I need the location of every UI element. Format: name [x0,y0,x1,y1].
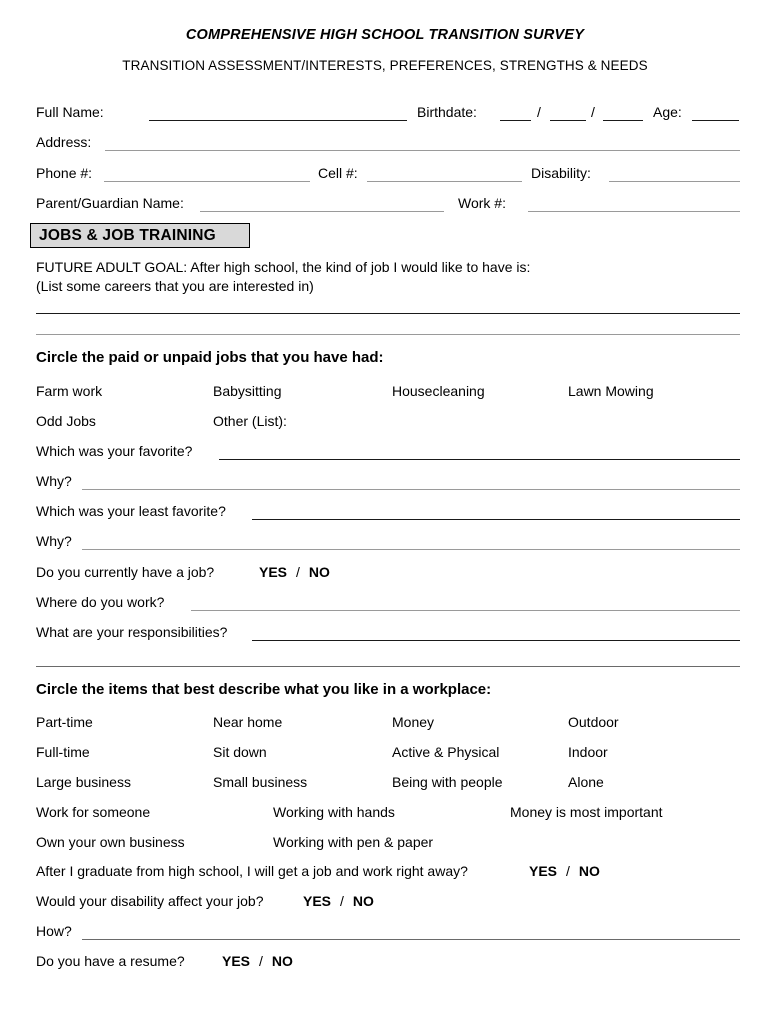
job-right-away-yes-option[interactable]: YES [529,863,558,879]
phone-rule[interactable] [104,181,310,182]
current-job-label: Do you currently have a job? [36,564,215,580]
workplace-option-working-with-hands[interactable]: Working with hands [273,804,395,820]
workplace-option-near-home[interactable]: Near home [213,714,283,730]
job-right-away-no-option[interactable]: NO [578,863,600,879]
disability-affect-no-option[interactable]: NO [352,893,374,909]
job-option-odd-jobs[interactable]: Odd Jobs [36,413,96,429]
disability-how-rule[interactable] [82,939,740,940]
work-phone-rule[interactable] [528,211,740,212]
current-job-yes-option[interactable]: YES [259,564,288,580]
where-work-rule[interactable] [191,610,740,611]
job-option-babysitting[interactable]: Babysitting [213,383,282,399]
least-favorite-why-rule[interactable] [82,549,740,550]
current-job-no-option[interactable]: NO [308,564,330,580]
birthdate-label: Birthdate: [417,104,477,120]
resume-yes-option[interactable]: YES [222,953,251,969]
workplace-option-work-for-someone[interactable]: Work for someone [36,804,151,820]
birthdate-year-rule[interactable] [603,120,643,121]
workplace-option-money[interactable]: Money [392,714,435,730]
workplace-option-own-your-own-business[interactable]: Own your own business [36,834,185,850]
birthdate-separator-1: / [537,104,541,120]
disability-how-label: How? [36,923,72,939]
job-option-other-label[interactable]: Other (List): [213,413,287,429]
workplace-option-full-time[interactable]: Full-time [36,744,90,760]
job-option-farm-work[interactable]: Farm work [36,383,103,399]
workplace-option-large-business[interactable]: Large business [36,774,131,790]
workplace-option-outdoor[interactable]: Outdoor [568,714,619,730]
current-job-separator: / [296,564,300,580]
favorite-job-rule[interactable] [219,459,740,460]
workplace-option-alone[interactable]: Alone [568,774,604,790]
job-option-lawn-mowing[interactable]: Lawn Mowing [568,383,654,399]
responsibilities-rule[interactable] [252,640,740,641]
workplace-option-active-physical[interactable]: Active & Physical [392,744,500,760]
resume-no-option[interactable]: NO [271,953,293,969]
job-right-away-label: After I graduate from high school, I will get a job and work right away? [36,863,468,879]
phone-label: Phone #: [36,165,93,181]
age-rule[interactable] [692,120,739,121]
future-goal-line-2: (List some careers that you are interested in) [36,278,314,294]
birthdate-day-rule[interactable] [550,120,586,121]
disability-affect-label: Would your disability affect your job? [36,893,264,909]
section-header-label: JOBS & JOB TRAINING [39,226,216,244]
cell-label: Cell #: [318,165,358,181]
favorite-why-rule[interactable] [82,489,740,490]
disability-rule[interactable] [609,181,740,182]
full-name-rule[interactable] [149,120,407,121]
workplace-option-small-business[interactable]: Small business [213,774,308,790]
favorite-why-label: Why? [36,473,72,489]
workplace-option-sit-down[interactable]: Sit down [213,744,267,760]
disability-label: Disability: [531,165,591,181]
least-favorite-job-rule[interactable] [252,519,740,520]
favorite-job-label: Which was your favorite? [36,443,193,459]
future-goal-answer-rule-1[interactable] [36,313,740,314]
parent-guardian-rule[interactable] [200,211,444,212]
disability-affect-answer-group[interactable] [303,893,374,909]
resume-label: Do you have a resume? [36,953,185,969]
workplace-option-money-most-important[interactable]: Money is most important [510,804,663,820]
parent-guardian-label: Parent/Guardian Name: [36,195,184,211]
least-favorite-why-label: Why? [36,533,72,549]
disability-affect-yes-option[interactable]: YES [303,893,332,909]
section-header-jobs-job-training [30,223,250,248]
workplace-option-part-time[interactable]: Part-time [36,714,93,730]
workplace-option-being-with-people[interactable]: Being with people [392,774,503,790]
least-favorite-job-label: Which was your least favorite? [36,503,226,519]
age-label: Age: [653,104,682,120]
address-rule[interactable] [105,150,740,151]
work-phone-label: Work #: [458,195,506,211]
birthdate-separator-2: / [591,104,595,120]
resume-separator: / [259,953,263,969]
workplace-preferences-heading: Circle the items that best describe what you like in a workplace: [36,681,492,698]
address-label: Address: [36,134,92,150]
page-title: COMPREHENSIVE HIGH SCHOOL TRANSITION SURVEY [185,27,585,43]
job-right-away-answer-group[interactable] [529,863,600,879]
jobs-had-heading: Circle the paid or unpaid jobs that you have had: [36,349,384,366]
workplace-option-working-with-pen-paper[interactable]: Working with pen & paper [273,834,434,850]
where-work-label: Where do you work? [36,594,165,610]
future-goal-answer-rule-2[interactable] [36,334,740,335]
job-right-away-separator: / [566,863,570,879]
future-goal-line-1: FUTURE ADULT GOAL: After high school, the kind of job I would like to have is: [36,259,531,275]
workplace-option-indoor[interactable]: Indoor [568,744,608,760]
disability-affect-separator: / [340,893,344,909]
birthdate-month-rule[interactable] [500,120,531,121]
resume-answer-group[interactable] [222,953,293,969]
job-option-housecleaning[interactable]: Housecleaning [392,383,485,399]
section-divider [36,666,740,667]
page-subtitle: TRANSITION ASSESSMENT/INTERESTS, PREFERENCES, STRENGTHS & NEEDS [122,58,648,73]
full-name-label: Full Name: [36,104,104,120]
cell-rule[interactable] [367,181,522,182]
responsibilities-label: What are your responsibilities? [36,624,228,640]
current-job-answer-group[interactable] [259,564,330,580]
